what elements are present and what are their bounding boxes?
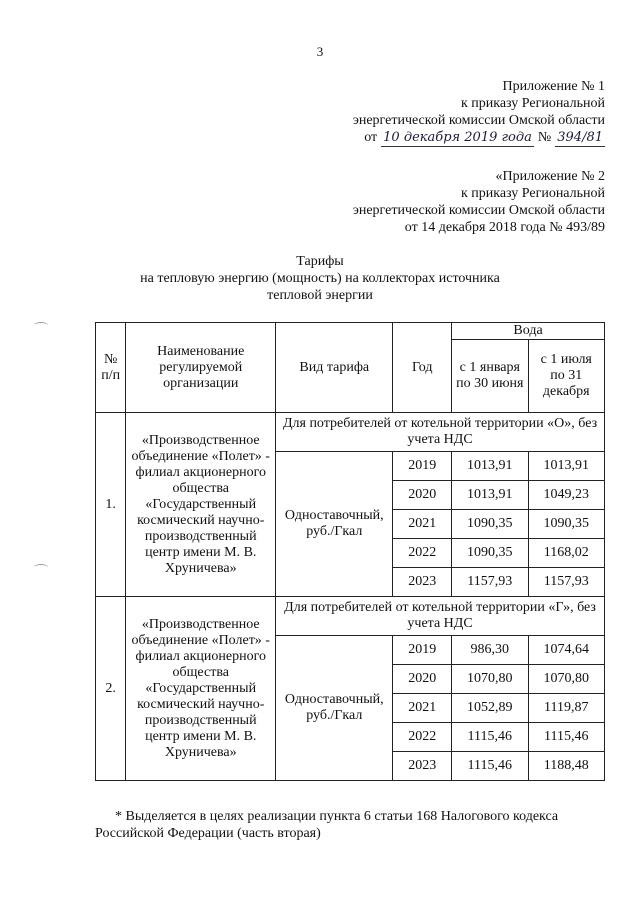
row-number: 2. [96, 597, 126, 781]
footnote: * Выделяется в целях реализации пункта 6 статьи 168 Налогового кодекса Российской Федерации (часть вторая) [95, 809, 559, 841]
margin-punch-mark [34, 322, 48, 329]
year-cell: 2023 [393, 568, 452, 597]
appendix-1-order: к приказу Региональной [460, 96, 605, 111]
header-year: Год [393, 323, 452, 413]
title-line-2: на тепловую энергию (мощность) на коллекторах источника [140, 271, 500, 286]
value-cell: 1157,93 [528, 568, 604, 597]
value-cell: 1070,80 [452, 665, 528, 694]
year-cell: 2020 [393, 481, 452, 510]
page-number: 3 [316, 44, 324, 59]
appendix-2-date: от 14 декабря 2018 года № 493/89 [404, 220, 605, 235]
value-cell: 1049,23 [528, 481, 604, 510]
document-title [0, 253, 640, 304]
consumer-note: Для потребителей от котельной территории «Г», без учета НДС [276, 597, 605, 636]
margin-punch-mark [34, 564, 48, 571]
year-cell: 2019 [393, 452, 452, 481]
year-cell: 2019 [393, 636, 452, 665]
appendix-1-date-line [364, 129, 605, 147]
value-cell: 1090,35 [528, 510, 604, 539]
value-cell: 1115,46 [452, 752, 528, 781]
appendix-1-title: Приложение № 1 [502, 79, 605, 94]
year-cell: 2020 [393, 665, 452, 694]
title-line-3: тепловой энергии [267, 288, 373, 303]
year-cell: 2023 [393, 752, 452, 781]
value-cell: 1052,89 [452, 694, 528, 723]
value-cell: 1090,35 [452, 510, 528, 539]
appendix-1-commission: энергетической комиссии Омской области [352, 113, 605, 128]
value-cell: 1119,87 [528, 694, 604, 723]
year-cell: 2021 [393, 694, 452, 723]
value-cell: 1090,35 [452, 539, 528, 568]
organization-name: «Производственное объединение «Полет» - филиал акционерного общества «Государственный космический научно-производственный центр имени М. В. Хруничева» [126, 597, 276, 781]
header-org: Наименование регулируемой организации [126, 323, 276, 413]
year-cell: 2022 [393, 539, 452, 568]
handwritten-number: 394/81 [557, 130, 603, 145]
year-cell: 2022 [393, 723, 452, 752]
header-num: № п/п [96, 323, 126, 413]
number-prefix: № [537, 130, 552, 145]
table-row [96, 413, 605, 452]
value-cell: 1115,46 [528, 723, 604, 752]
value-cell: 1013,91 [452, 452, 528, 481]
table-row [96, 597, 605, 636]
value-cell: 1188,48 [528, 752, 604, 781]
appendix-2-title: «Приложение № 2 [495, 169, 605, 184]
value-cell: 1013,91 [452, 481, 528, 510]
appendix-2-header [353, 168, 605, 236]
row-number: 1. [96, 413, 126, 597]
value-cell: 1013,91 [528, 452, 604, 481]
value-cell: 1070,80 [528, 665, 604, 694]
value-cell: 1115,46 [452, 723, 528, 752]
header-period-2: с 1 июля по 31 декабря [528, 340, 604, 413]
header-period-1: с 1 января по 30 июня [452, 340, 528, 413]
appendix-1-header [353, 78, 605, 147]
tariff-kind: Одноставочный, руб./Гкал [276, 636, 393, 781]
value-cell: 986,30 [452, 636, 528, 665]
value-cell: 1168,02 [528, 539, 604, 568]
title-line-1: Тарифы [296, 254, 344, 269]
value-cell: 1074,64 [528, 636, 604, 665]
year-cell: 2021 [393, 510, 452, 539]
organization-name: «Производственное объединение «Полет» - филиал акционерного общества «Государственный космический научно-производственный центр имени М. В. Хруничева» [126, 413, 276, 597]
value-cell: 1157,93 [452, 568, 528, 597]
tariff-table [95, 322, 605, 781]
consumer-note: Для потребителей от котельной территории «О», без учета НДС [276, 413, 605, 452]
appendix-2-commission: энергетической комиссии Омской области [352, 203, 605, 218]
header-kind: Вид тарифа [276, 323, 393, 413]
handwritten-date: 10 декабря 2019 года [383, 130, 532, 145]
from-prefix: от [364, 130, 378, 145]
header-water: Вода [452, 323, 605, 340]
tariff-kind: Одноставочный, руб./Гкал [276, 452, 393, 597]
appendix-2-order: к приказу Региональной [460, 186, 605, 201]
